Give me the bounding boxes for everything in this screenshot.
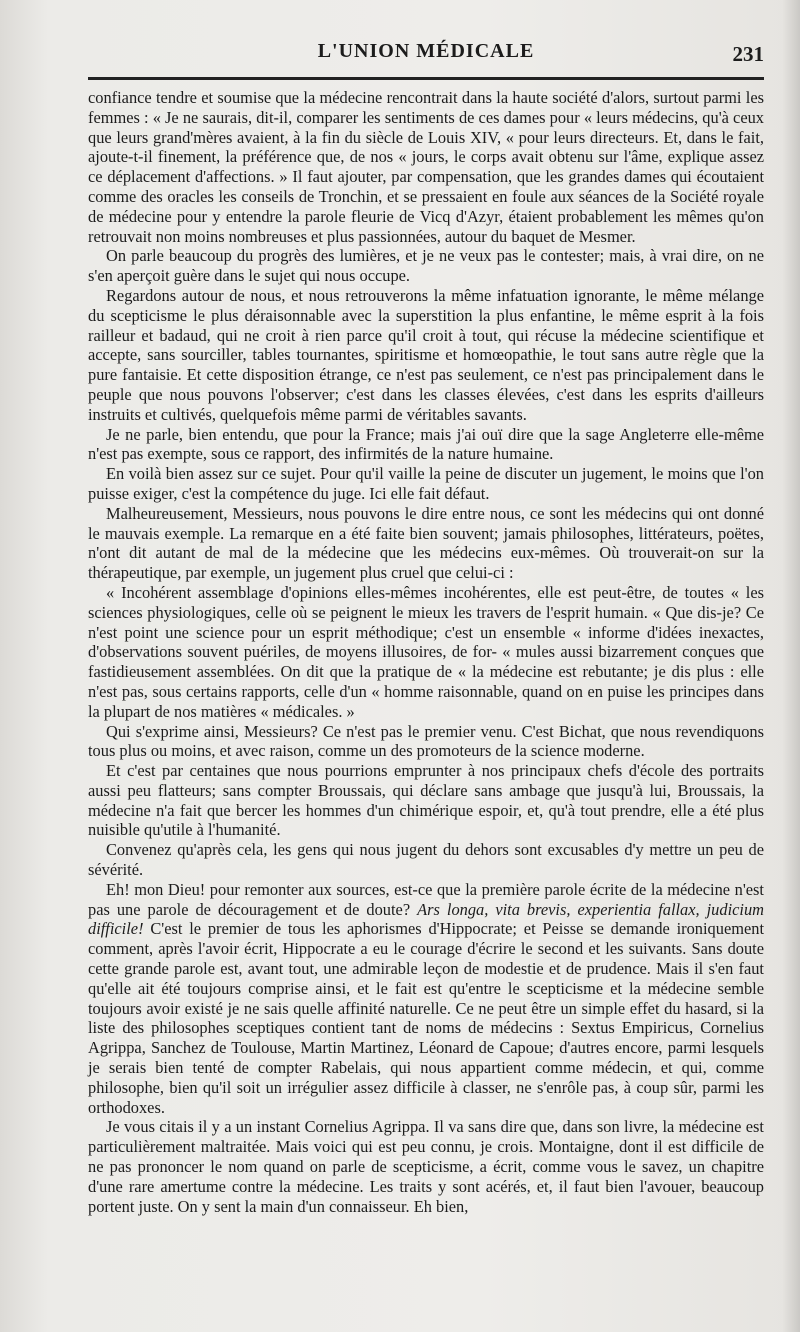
paragraph: Je vous citais il y a un instant Cornelius Agrippa. Il va sans dire que, dans son livre, la médecine est particulièrement maltraitée. Mais voici qui est peu connu, je crois. Montaigne, dont il est difficile de ne pas prononcer le nom quand on parle de scepticisme, a écrit, comme vous le savez, un chapitre d'une rare amertume contre la médecine. Les traits y sont acérés, et, il faut bien l'avouer, beaucoup portent juste. On y sent la main d'un connaisseur. Eh bien, (88, 1117, 764, 1216)
paragraph-text: Eh! mon Dieu! pour remonter aux sources, est-ce que la première parole écrite de la médecine n'est pas une parole de découragement et de doute? (88, 879, 764, 919)
block-quote: « Incohérent assemblage d'opinions elles-mêmes incohérentes, elle est peut-être, de toutes « les sciences physiologiques, celle où se peignent le mieux les travers de l'esprit humain. « Que dis-je? Ce n'est point une science pour un esprit méthodique; c'est un ensemble « informe d'idées inexactes, d'observations souvent puériles, de moyens illusoires, de for- « mules aussi bizarrement conçues que fastidieusement assemblées. On dit que la pratique de « la médecine est rebutante; je dis plus : elle n'est pas, sous certains rapports, celle d'un « homme raisonnable, quand on en puise les principes dans la plupart de nos matières « médicales. » (88, 582, 764, 721)
paragraph: Convenez qu'après cela, les gens qui nous jugent du dehors sont excusables d'y mettre un peu de sévérité. (88, 840, 764, 880)
running-title: L'UNION MÉDICALE (317, 40, 535, 62)
paragraph (88, 880, 764, 1118)
paragraph: Regardons autour de nous, et nous retrouverons la même infatuation ignorante, le même mélange du scepticisme le plus déraisonnable avec la superstition la plus enfantine, le même esprit à la fois railleur et badaud, qui ne croit à rien parce qu'il croit à tout, qui récuse la médecine scientifique et accepte, sans sourciller, tables tournantes, spiritisme et homœopathie, le tout sans autre règle que la pure fantaisie. Et cette disposition étrange, ce n'est pas seulement, ce n'est pas principalement dans le peuple que nous pouvons l'observer; c'est dans les classes élevées, c'est dans les esprits d'ailleurs instruits et cultivés, quelquefois même parmi de véritables savants. (88, 285, 764, 424)
paragraph: Malheureusement, Messieurs, nous pouvons le dire entre nous, ce sont les médecins qui ont donné le mauvais exemple. La remarque en a été faite bien souvent; jamais philosophes, littérateurs, poëtes, n'ont dit autant de mal de la médecine que les médecins eux-mêmes. Où trouverait-on sur la thérapeutique, par exemple, un jugement plus cruel que celui-ci : (88, 503, 764, 583)
paragraph-text: C'est le premier de tous les aphorismes d'Hippocrate; et Peisse se demande ironiquement comment, après l'avoir écrit, Hippocrate a eu le courage d'écrire le second et les suivants. Sans doute cette grande parole est, avant tout, une admirable leçon de modestie et de prudence. Mais il s'en faut qu'elle ait été toujours comprise ainsi, et le fait est qu'entre le scepticisme et la médecine semble toujours avoir existé je ne sais quelle affinité naturelle. Ce ne peut être un simple effet du hasard, si la liste des philosophes sceptiques contient tant de noms de médecins : Sextus Empiricus, Cornelius Agrippa, Sanchez de Toulouse, Martin Martinez, Léonard de Capoue; d'autres encore, parmi lesquels je serais bien tenté de compter Rabelais, qui nous appartient comme médecin, et qui, comme philosophe, bien qu'il soit un irrégulier assez difficile à classer, ne s'enrôle pas, à coup sûr, parmi les orthodoxes. (88, 919, 764, 1117)
page-edge-shadow (782, 0, 800, 1332)
body-text (88, 88, 764, 1216)
header-rule (88, 77, 764, 80)
paragraph: Qui s'exprime ainsi, Messieurs? Ce n'est pas le premier venu. C'est Bichat, que nous revendiquons tous plus ou moins, et avec raison, comme un des promoteurs de la science moderne. (88, 721, 764, 761)
paragraph: Je ne parle, bien entendu, que pour la France; mais j'ai ouï dire que la sage Angleterre elle-même n'est pas exempte, sous ce rapport, des infirmités de la nature humaine. (88, 424, 764, 464)
page-number: 231 (732, 42, 764, 66)
latin-quote: Ars longa, vita brevis, experientia fallax, judicium difficile! (88, 899, 764, 939)
paragraph: En voilà bien assez sur ce sujet. Pour qu'il vaille la peine de discuter un jugement, le moins que l'on puisse exiger, c'est la compétence du juge. Ici elle fait défaut. (88, 464, 764, 503)
paragraph: On parle beaucoup du progrès des lumières, et je ne veux pas le contester; mais, à vrai dire, on ne s'en aperçoit guère dans le sujet qui nous occupe. (88, 246, 764, 286)
paragraph: confiance tendre et soumise que la médecine rencontrait dans la haute société d'alors, surtout parmi les femmes : « Je ne saurais, dit-il, comparer les sentiments de ces dames pour « leurs médecins, qu'à ceux que leurs grand'mères avaient, à la fin du siècle de Louis XIV, « pour leurs directeurs. Et, dans le fait, ajoute-t-il finement, la préférence que, de nos « jours, le corps avait obtenu sur l'âme, explique assez ce déplacement d'affections. » Il faut ajouter, par compensation, que les grandes dames qui écoutaient comme des oracles les conseils de Tronchin, et se pressaient en foule aux séances de la Société royale de médecine pour y entendre la parole fleurie de Vicq d'Azyr, étaient probablement les mêmes qu'on retrouvait non moins nombreuses et plus passionnées, autour du baquet de Mesmer. (88, 88, 764, 246)
paragraph: Et c'est par centaines que nous pourrions emprunter à nos principaux chefs d'école des portraits aussi peu flatteurs; sans compter Broussais, qui déclare sans ambage que jusqu'à lui, Broussais, la médecine n'a fait que bercer les hommes d'un chimérique espoir, et, qu'à tout prendre, elle a été plus nuisible qu'utile à l'humanité. (88, 761, 764, 840)
page-header (88, 40, 764, 72)
